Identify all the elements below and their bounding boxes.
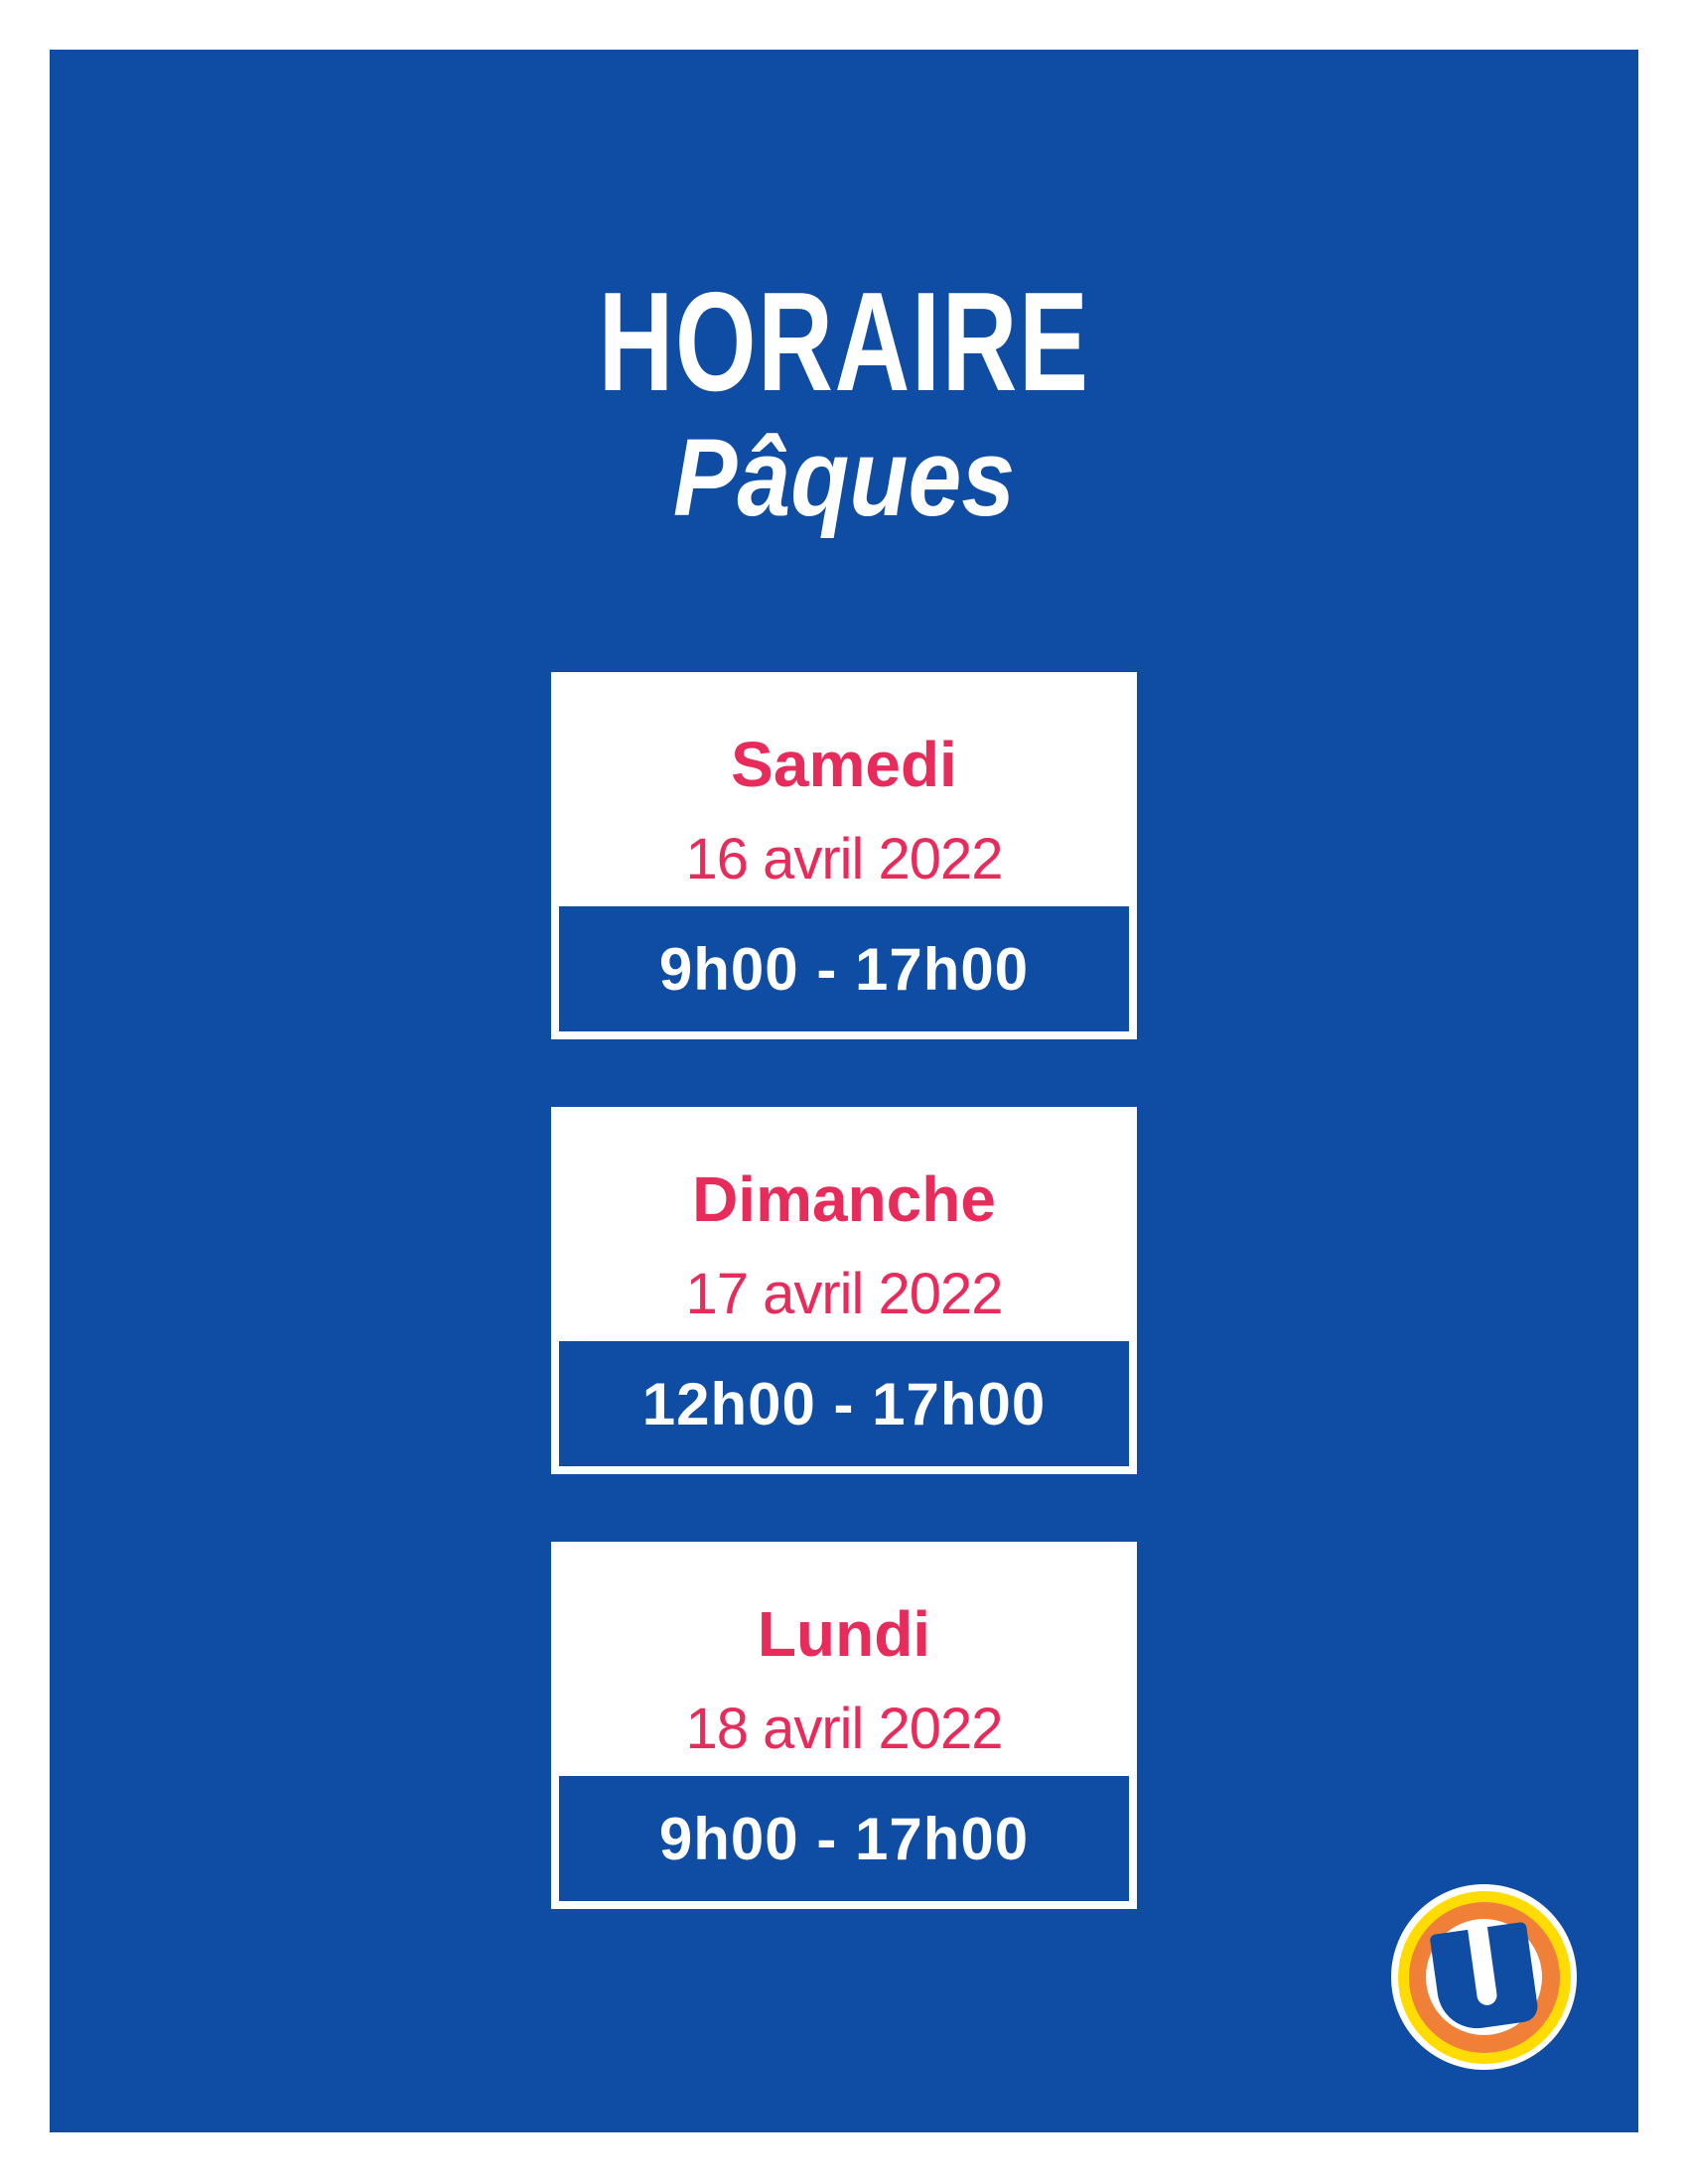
u-logo-letter-slot	[1467, 1925, 1497, 2006]
poster-background	[50, 50, 1638, 2132]
hours-bar	[559, 1776, 1129, 1901]
schedule-card-list	[50, 672, 1638, 1909]
date-label: 18 avril 2022	[685, 1697, 1003, 1761]
schedule-card-dimanche	[551, 1107, 1137, 1474]
u-logo-letter-icon	[1429, 1921, 1539, 2033]
hours-bar	[559, 1341, 1129, 1466]
day-label: Dimanche	[692, 1163, 996, 1235]
day-label: Lundi	[757, 1598, 931, 1670]
hours-bar	[559, 906, 1129, 1031]
u-logo-yellow-ring	[1398, 1891, 1571, 2064]
u-logo-inner-circle	[1426, 1919, 1542, 2035]
hours-label: 9h00 - 17h00	[658, 1805, 1030, 1872]
u-logo-orange-ring	[1409, 1902, 1560, 2053]
hours-label: 9h00 - 17h00	[658, 935, 1030, 1003]
schedule-card-samedi	[551, 672, 1137, 1039]
date-label: 17 avril 2022	[685, 1262, 1003, 1326]
u-logo	[1391, 1884, 1577, 2070]
date-label: 16 avril 2022	[685, 827, 1003, 891]
poster-title: HORAIRE	[598, 263, 1090, 421]
schedule-card-lundi	[551, 1542, 1137, 1909]
hours-label: 12h00 - 17h00	[641, 1370, 1047, 1437]
poster-subtitle: Pâques	[672, 417, 1016, 539]
day-label: Samedi	[731, 729, 957, 800]
